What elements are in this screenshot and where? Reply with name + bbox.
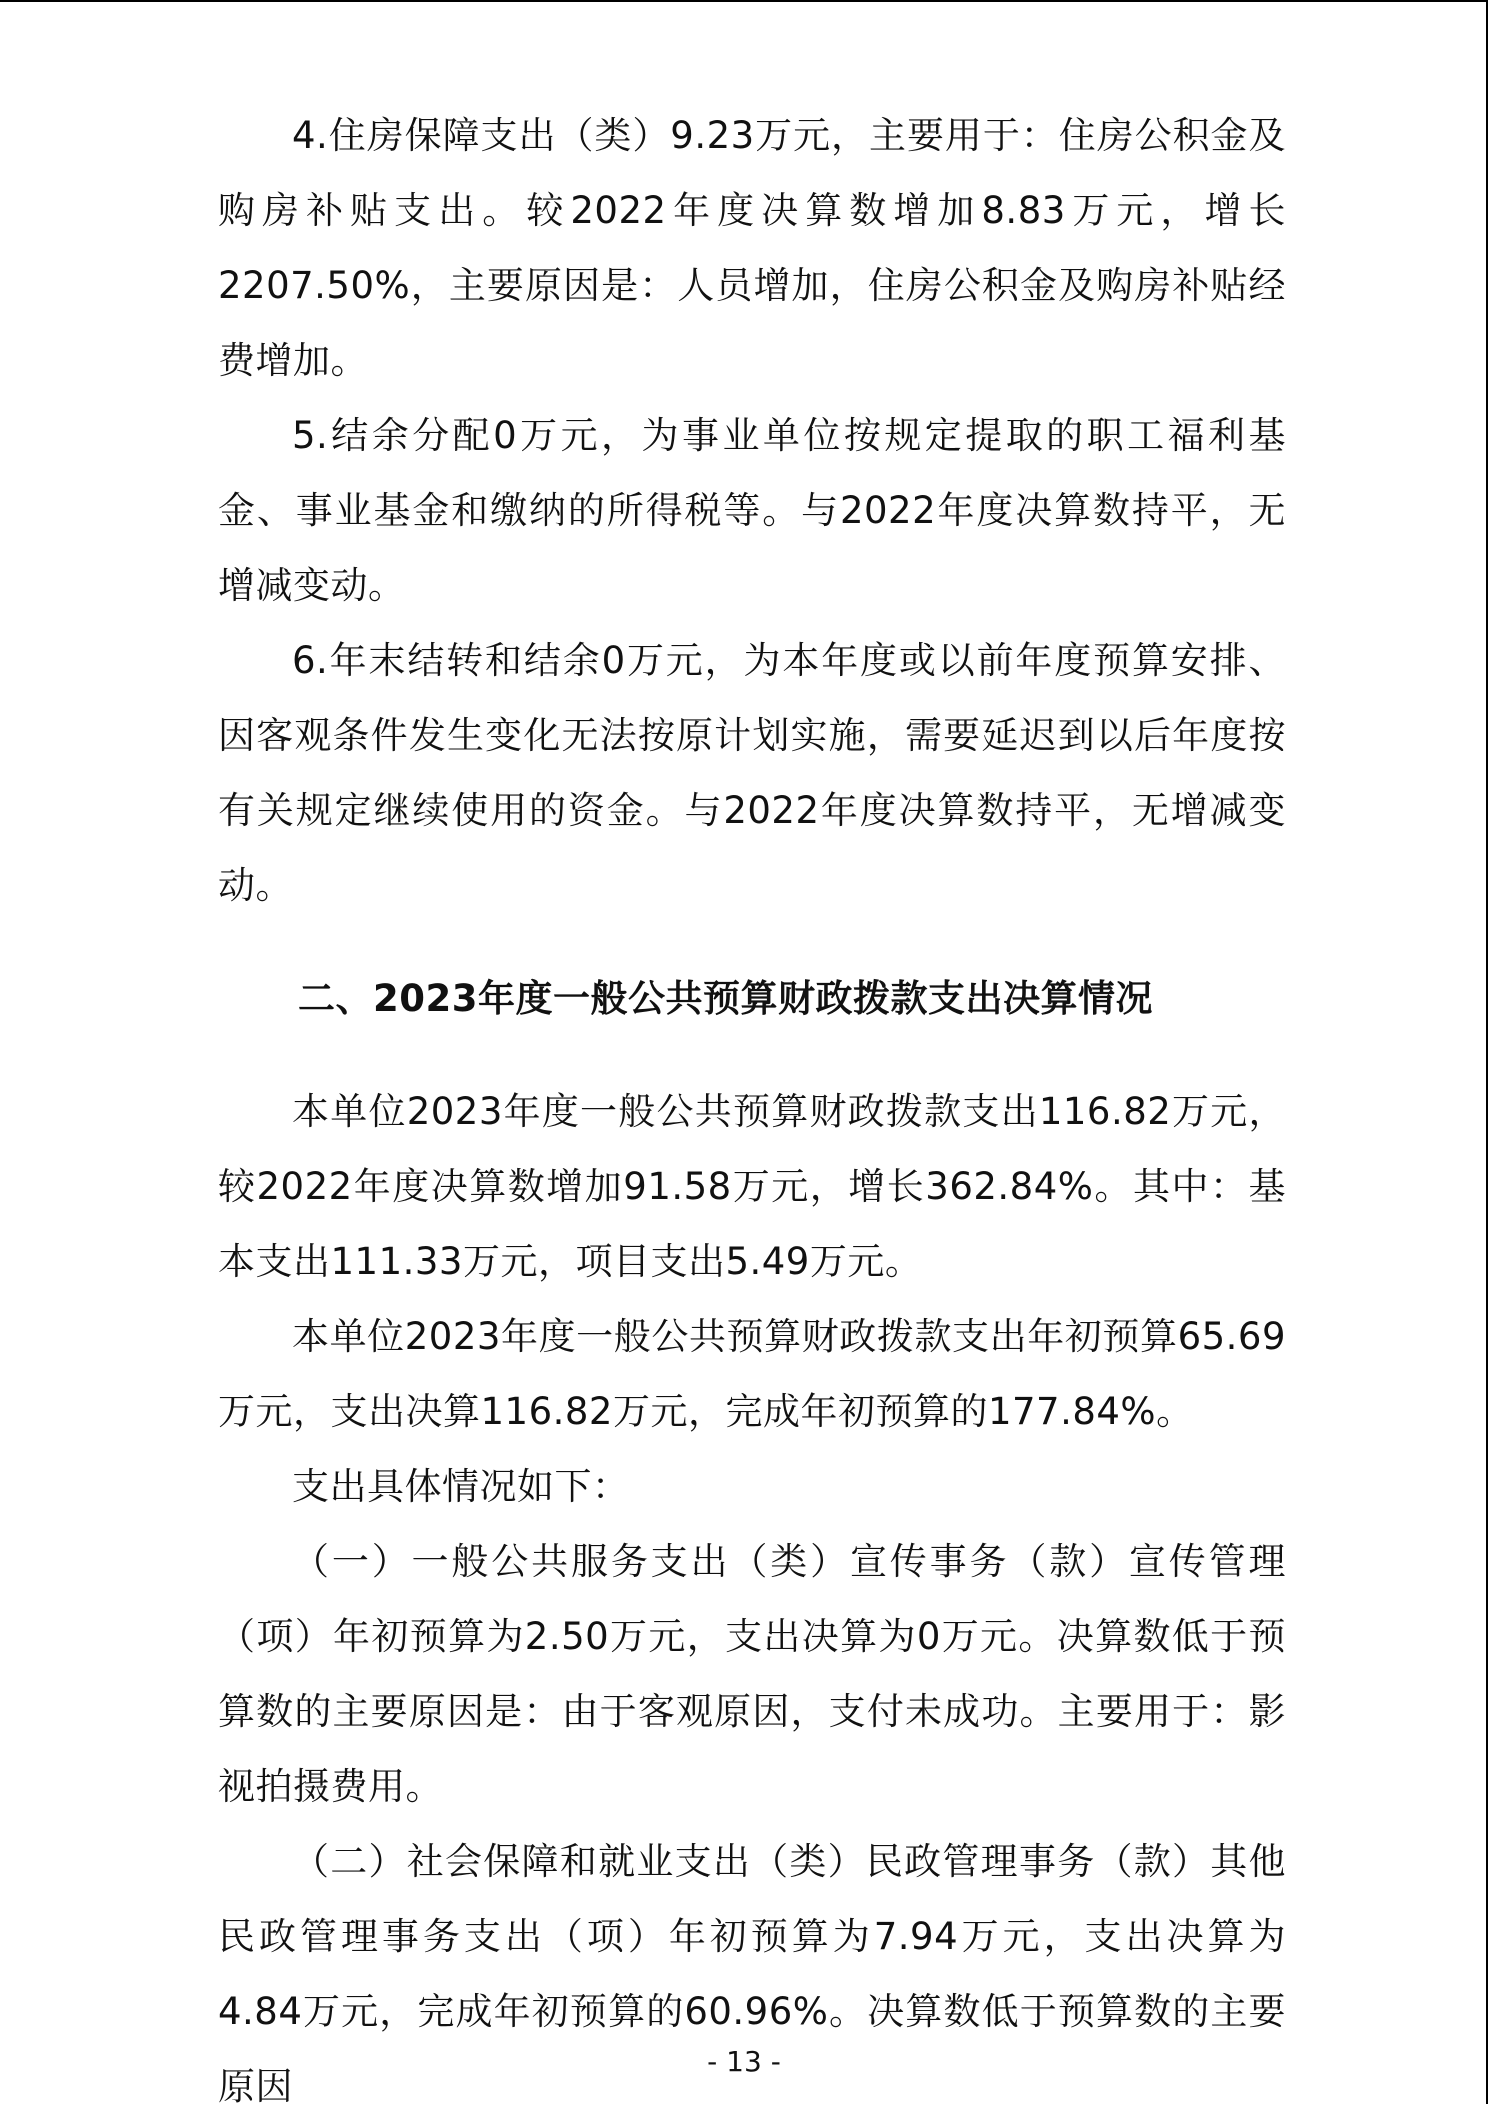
paragraph-surplus-distribution: 5.结余分配0万元，为事业单位按规定提取的职工福利基金、事业基金和缴纳的所得税等。与2022年度决算数持平，无增减变动。 xyxy=(218,414,1286,607)
paragraph-budget-completion: 本单位2023年度一般公共预算财政拨款支出年初预算65.69万元，支出决算116.82万元，完成年初预算的177.84%。 xyxy=(218,1315,1286,1433)
section-heading: 二、2023年度一般公共预算财政拨款支出决算情况 xyxy=(298,977,1153,1020)
paragraph-public-services: （一）一般公共服务支出（类）宣传事务（款）宣传管理（项）年初预算为2.50万元，支出决算为0万元。决算数低于预算数的主要原因是：由于客观原因，支付未成功。主要用于：影视拍摄费用。 xyxy=(218,1540,1286,1808)
paragraph-total-expenditure: 本单位2023年度一般公共预算财政拨款支出116.82万元，较2022年度决算数增加91.58万元，增长362.84%。其中：基本支出111.33万元，项目支出5.49万元。 xyxy=(218,1090,1286,1283)
document-body xyxy=(218,98,1286,2124)
paragraph-social-security: （二）社会保障和就业支出（类）民政管理事务（款）其他民政管理事务支出（项）年初预算为7.94万元，支出决算为4.84万元，完成年初预算的60.96%。决算数低于预算数的主要原因 xyxy=(218,1840,1286,2108)
paragraph-details-intro: 支出具体情况如下： xyxy=(292,1465,630,1508)
page-number: - 13 - xyxy=(707,2045,781,2078)
paragraph-year-end-carryover: 6.年末结转和结余0万元，为本年度或以前年度预算安排、因客观条件发生变化无法按原计划实施，需要延迟到以后年度按有关规定继续使用的资金。与2022年度决算数持平，无增减变动。 xyxy=(218,639,1286,907)
page-top-border xyxy=(0,0,1488,2)
paragraph-housing-expenditure: 4.住房保障支出（类）9.23万元，主要用于：住房公积金及购房补贴支出。较2022年度决算数增加8.83万元，增长2207.50%，主要原因是：人员增加，住房公积金及购房补贴经费增加。 xyxy=(218,114,1286,382)
